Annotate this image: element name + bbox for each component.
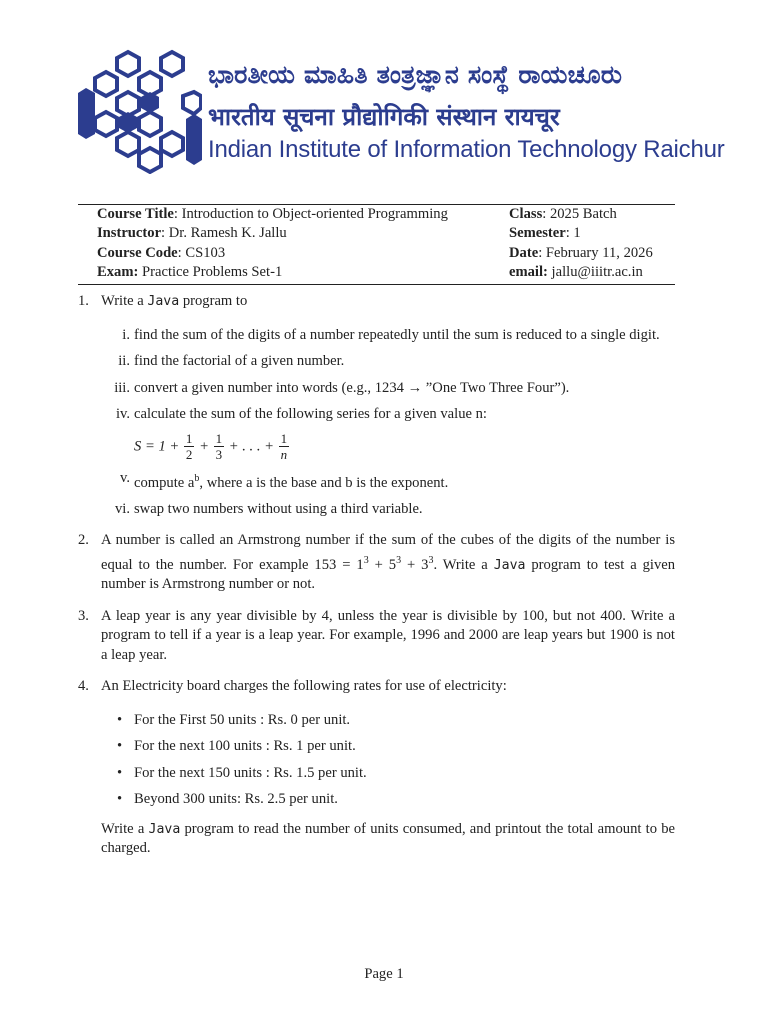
email-label: email: <box>509 264 548 281</box>
question-number: 1. <box>78 293 89 309</box>
sub-question <box>101 326 675 346</box>
sub-question <box>101 500 675 520</box>
question-text: An Electricity board charges the following rates for use of electricity: <box>101 678 507 695</box>
fraction-1-n <box>279 432 290 462</box>
rate-item: • Beyond 300 units: Rs. 2.5 per unit. <box>101 790 675 810</box>
intro-text: Write a <box>101 293 148 309</box>
class-label: Class <box>509 206 543 222</box>
question-text: Write a <box>101 820 149 837</box>
sub-question-number: iv. <box>115 406 130 422</box>
page-number: Page 1 <box>364 966 404 982</box>
sub-question-list <box>101 326 675 520</box>
java-keyword: Java <box>493 557 526 573</box>
date-row <box>509 244 653 263</box>
rate-item: • For the next 150 units : Rs. 1.5 per unit. <box>101 764 675 784</box>
formula-ellipsis: + . . . + <box>228 437 274 454</box>
exponent: 3 <box>428 554 434 566</box>
sub-question-number: vi. <box>115 500 130 517</box>
course-code-value: : CS103 <box>177 244 226 261</box>
email-value: jallu@iiitr.ac.in <box>547 264 643 281</box>
sub-question <box>101 352 675 372</box>
exam-row <box>97 263 448 282</box>
problem-list <box>78 292 679 871</box>
formula-lhs: S = 1 + <box>134 437 180 454</box>
institute-name-english: Indian Institute of Information Technology Raichur <box>208 136 725 163</box>
instructor-label: Instructor <box>97 225 162 242</box>
date-label: Date <box>509 244 539 261</box>
question-number: 3. <box>78 607 89 624</box>
sub-question-number: ii. <box>118 353 130 369</box>
class-value: : 2025 Batch <box>542 206 617 222</box>
course-info-right <box>509 205 653 283</box>
question-text: . Write a <box>433 556 494 573</box>
denominator: 2 <box>185 446 193 462</box>
formula-plus: + <box>199 437 209 454</box>
sub-question-text: calculate the sum of the following series for a given value n: <box>134 406 487 422</box>
course-title-label: Course Title <box>97 206 174 222</box>
course-code-row <box>97 244 448 263</box>
exam-value: Practice Problems Set-1 <box>138 264 283 281</box>
denominator: n <box>280 446 288 462</box>
sub-question-text: find the sum of the digits of a number repeatedly until the sum is reduced to a single digit. <box>134 326 660 343</box>
question-text: A number is called an Armstrong number if the sum of the cubes of the digits of the number is equal to the number. For example 153 = 1 <box>101 532 675 573</box>
question-3 <box>78 607 675 666</box>
exponent: b <box>194 472 200 484</box>
course-info-left <box>97 205 448 283</box>
sub-question-text: convert a given number into words (e.g., 1234 → ”One Two Three Four”). <box>134 379 570 396</box>
sub-question <box>101 405 675 425</box>
java-keyword: Java <box>148 821 181 837</box>
series-formula <box>101 432 675 462</box>
semester-label: Semester <box>509 225 566 242</box>
course-title-row <box>97 205 448 224</box>
java-keyword: Java <box>147 294 180 309</box>
numerator: 1 <box>280 430 288 446</box>
institute-name-kannada: ಭಾರತೀಯ ಮಾಹಿತಿ ತಂತ್ರಜ್ಞಾನ ಸಂಸ್ಥೆ ರಾಯಚೂರು <box>208 60 623 89</box>
exam-label: Exam: <box>97 264 139 281</box>
question-text: program to test a given number is Armstrong number or not. <box>101 556 679 593</box>
sub-question-number: i. <box>122 326 130 343</box>
sub-question <box>101 379 675 399</box>
question-4 <box>78 677 679 859</box>
fraction-1-3 <box>214 432 225 462</box>
instructor-row <box>97 224 448 243</box>
question-1-intro <box>101 292 675 312</box>
instructor-value: : Dr. Ramesh K. Jallu <box>161 225 287 242</box>
intro-text: program to <box>179 293 248 309</box>
rate-list <box>101 711 675 810</box>
question-number: 2. <box>78 532 89 549</box>
course-title-value: : Introduction to Object-oriented Programming <box>173 206 448 222</box>
exponent: 3 <box>363 554 369 566</box>
date-value: : February 11, 2026 <box>538 244 653 261</box>
numerator: 1 <box>185 430 193 446</box>
sub-question-text: find the factorial of a given number. <box>134 353 345 369</box>
email-row <box>509 263 653 282</box>
header-rule-bottom <box>78 284 675 285</box>
rate-item: • For the next 100 units : Rs. 1 per unit. <box>101 737 675 757</box>
semester-row <box>509 224 653 243</box>
question-1 <box>78 292 675 519</box>
sub-question <box>101 469 675 493</box>
rate-item: • For the First 50 units : Rs. 0 per unit. <box>101 711 675 731</box>
question-number: 4. <box>78 678 89 695</box>
question-text: program to read the number of units consumed, and printout the total amount to be charged. <box>101 820 679 857</box>
semester-value: : 1 <box>565 225 581 242</box>
exponent: 3 <box>396 554 402 566</box>
sub-question-number: v. <box>120 469 130 486</box>
numerator: 1 <box>215 430 223 446</box>
sub-question-number: iii. <box>114 379 130 396</box>
fraction-1-2 <box>184 432 195 462</box>
question-text: + 3 <box>401 556 429 573</box>
sub-question-text: compute a <box>134 474 195 491</box>
institute-logo <box>78 48 202 174</box>
course-code-label: Course Code <box>97 244 178 261</box>
question-2 <box>78 531 679 594</box>
question-text: A leap year is any year divisible by 4, unless the year is divisible by 100, but not 400. Write a program to tell if a year is a leap year. For example, 1996 and 2000 are leap years but 1900 is not a leap year. <box>101 607 675 663</box>
sub-question-text: , where a is the base and b is the exponent. <box>199 474 449 491</box>
sub-question-text: swap two numbers without using a third variable. <box>134 500 423 517</box>
denominator: 3 <box>215 446 223 462</box>
question-4-closing <box>101 820 679 859</box>
class-row <box>509 205 653 224</box>
question-text: + 5 <box>368 556 397 573</box>
institute-name-hindi: भारतीय सूचना प्रौद्योगिकी संस्थान रायचूर <box>208 103 560 131</box>
